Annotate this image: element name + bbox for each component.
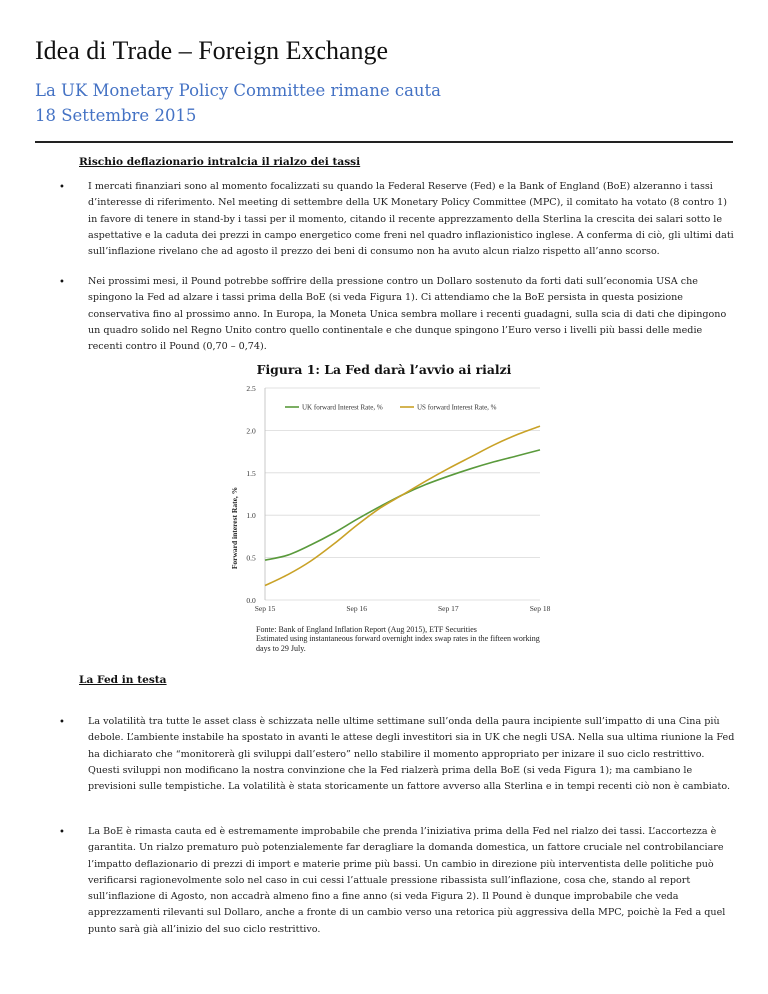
y-tick-label: 1.0 [246,511,256,521]
y-tick-label: 0.0 [246,596,256,605]
x-tick-label: Sep 15 [254,604,276,613]
x-axis-tick-labels [255,604,551,613]
series-line [265,426,540,585]
y-axis-label: Forward interest Rate, % [230,486,239,570]
source-line: Estimated using instantaneous forward overnight index swap rates in the fifteen working [256,634,540,644]
paragraph: Nei prossimi mesi, il Pound potrebbe soffrire della pressione contro un Dollaro sostenuto da forti dati sull’economia USA che spingono la Fed ad alzare i tassi prima della BoE (si veda Figura 1). Ci attendiamo che la BoE persista in questa posizione conservativa fino al prossimo anno. In Europa, la Moneta Unica sembra mollare i recenti guadagni, sulla scia di dati che dipingono un quadro solido nel Regno Unito contro quello continentale e che dunque spingono l’Euro verso i livelli più bassi delle medie recenti contro il Pound (0,70 – 0,74). [88,276,727,353]
y-tick-label: 1.5 [246,468,256,478]
page-title: Idea di Trade – Foreign Exchange [35,36,389,65]
bullet-icon: • [59,277,65,288]
paragraph: I mercati finanziari sono al momento focalizzati su quando la Federal Reserve (Fed) e la Bank of England (BoE) alzeranno i tassi d’interesse di riferimento. Nel meeting di settembre della UK Monetary Policy Committee (MPC), il comitato ha votato (8 contro 1) in favore di tenere in stand-by i tassi per il momento, citando il recente apprezzamento della Sterlina la crescita dei salari sotto le aspettative e la caduta dei prezzi in campo energetico come freni nel quadro inflazionistico inglese. A conferma di ciò, gli ultimi dati sull’inflazione rivelano che ad agosto il prezzo dei beni di consumo non ha avuto alcun rialzo rispetto all’anno scorso. [88,181,734,258]
y-tick-label: 2.0 [246,426,256,436]
x-tick-label: Sep 16 [346,604,367,613]
forward-rate-chart [225,378,555,618]
figure-title: Figura 1: La Fed darà l’avvio ai rialzi [256,362,512,377]
section-heading-fed: La Fed in testa [79,674,167,686]
paragraph: La BoE è rimasta cauta ed è estremamente improbabile che prenda l’iniziativa prima della Fed nel rialzo dei tassi. L’accortezza è garantita. Un rialzo prematuro può potenzialemente far deragliare la domanda domestica, un fattore cruciale nel controbilanciare l’impatto deflazionario di prezzi di import e materie prime più bassi. Un cambio in direzione più interventista delle politiche può verificarsi ragionevolmente solo nel caso in cui cessi l’attuale pressione ribassista sull’inflazione, cosa che, stando al report sull’inflazione di Agosto, non accadrà almeno fino a fine anno (si veda Figura 2). Il Pound è dunque improbabile che veda apprezzamenti rilevanti sul Dollaro, anche a fronte di un cambio verso una retorica più aggressiva della MPC, poichè la Fed a quel punto sarà già all’inizio del suo ciclo restrittivo. [88,826,726,935]
y-axis-tick-labels [246,384,256,605]
chart-legend [285,404,497,412]
report-date: 18 Settembre 2015 [35,106,197,125]
x-tick-label: Sep 18 [529,604,551,613]
series-line [265,450,540,560]
y-tick-label: 0.5 [246,553,256,563]
chart-series [265,426,540,585]
source-line: days to 29 July. [256,643,306,653]
bullet-icon: • [59,827,65,838]
legend-label: US forward Interest Rate, % [417,403,497,412]
x-tick-label: Sep 17 [438,604,459,613]
section-heading-risk: Rischio deflazionario intralcia il rialzo dei tassi [79,156,361,168]
y-tick-label: 2.5 [246,384,256,393]
bullet-icon: • [59,717,65,728]
bullet-icon: • [59,182,65,193]
source-line: Fonte: Bank of England Inflation Report (Aug 2015), ETF Securities [256,625,477,634]
paragraph: La volatilità tra tutte le asset class è schizzata nelle ultime settimane sull’onda della paura incipiente sull’impatto di una Cina più debole. L’ambiente instabile ha spostato in avanti le attese degli investitori sia in UK che negli USA. Nella sua ultima riunione la Fed ha dichiarato che “monitorerà gli sviluppi dall’estero” nello stabilire il momento appropriato per inizare il suo ciclo restrittivo. Questi sviluppi non modificano la nostra convinzione che la Fed rialzerà prima della BoE (si veda Figura 1); ma cambiano le previsioni sulle tempistiche. La volatilità è stata storicamente un fattore avverso alla Sterlina e in tempi recenti ciò non è cambiato. [88,716,735,793]
header-divider [35,141,733,143]
page-subtitle: La UK Monetary Policy Committee rimane cauta [35,81,442,100]
figure-source [256,625,556,653]
legend-label: UK forward Interest Rate, % [302,403,383,412]
